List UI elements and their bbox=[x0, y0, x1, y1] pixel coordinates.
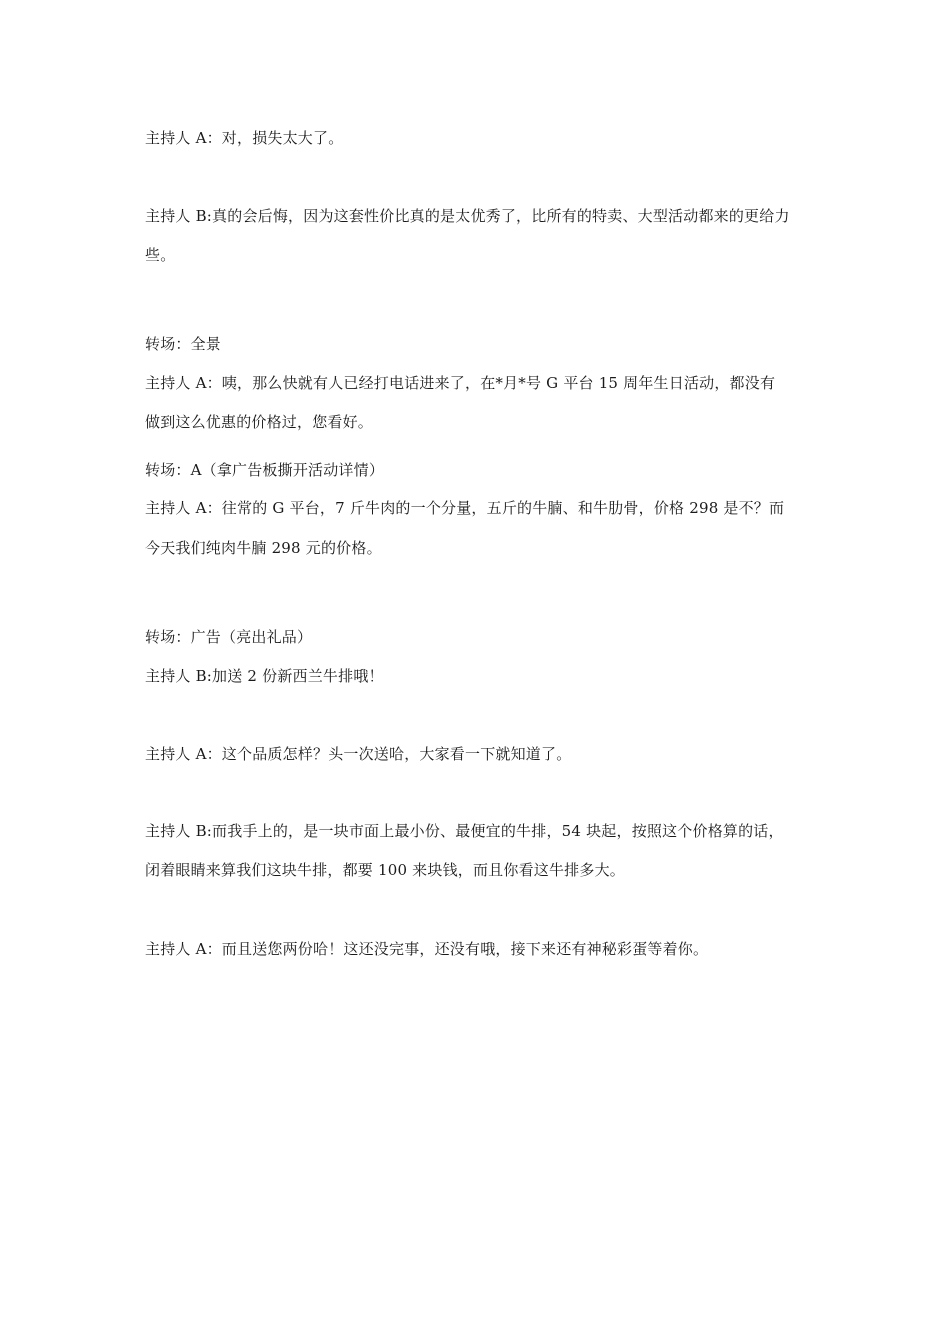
line-host-b-1: 主持人 B:真的会后悔，因为这套性价比真的是太优秀了，比所有的特卖、大型活动都来的更给力 bbox=[145, 207, 790, 225]
line-host-a-3-cont: 今天我们纯肉牛腩 298 元的价格。 bbox=[145, 539, 382, 557]
line-host-a-1: 主持人 A：对，损失太大了。 bbox=[145, 129, 344, 147]
line-host-a-4: 主持人 A：这个品质怎样？头一次送哈，大家看一下就知道了。 bbox=[145, 745, 572, 763]
line-host-b-3-cont: 闭着眼睛来算我们这块牛排，都要 100 来块钱，而且你看这牛排多大。 bbox=[145, 861, 625, 879]
line-host-a-3: 主持人 A：往常的 G 平台，7 斤牛肉的一个分量，五斤的牛腩、和牛肋骨，价格 298 是不？而 bbox=[145, 499, 785, 517]
line-host-b-1-cont: 些。 bbox=[145, 246, 176, 264]
line-transition-3: 转场：广告（亮出礼品） bbox=[145, 628, 313, 646]
line-host-a-2-cont: 做到这么优惠的价格过，您看好。 bbox=[145, 413, 374, 431]
line-host-a-5: 主持人 A：而且送您两份哈！这还没完事，还没有哦，接下来还有神秘彩蛋等着你。 bbox=[145, 940, 709, 958]
line-transition-1: 转场：全景 bbox=[145, 335, 222, 353]
line-host-a-2: 主持人 A：咦，那么快就有人已经打电话进来了，在*月*号 G 平台 15 周年生日活动，都没有 bbox=[145, 374, 776, 392]
line-host-b-3: 主持人 B:而我手上的，是一块市面上最小份、最便宜的牛排，54 块起，按照这个价格算的话， bbox=[145, 822, 784, 840]
line-transition-2: 转场：A（拿广告板撕开活动详情） bbox=[145, 461, 385, 479]
line-host-b-2: 主持人 B:加送 2 份新西兰牛排哦！ bbox=[145, 667, 384, 685]
